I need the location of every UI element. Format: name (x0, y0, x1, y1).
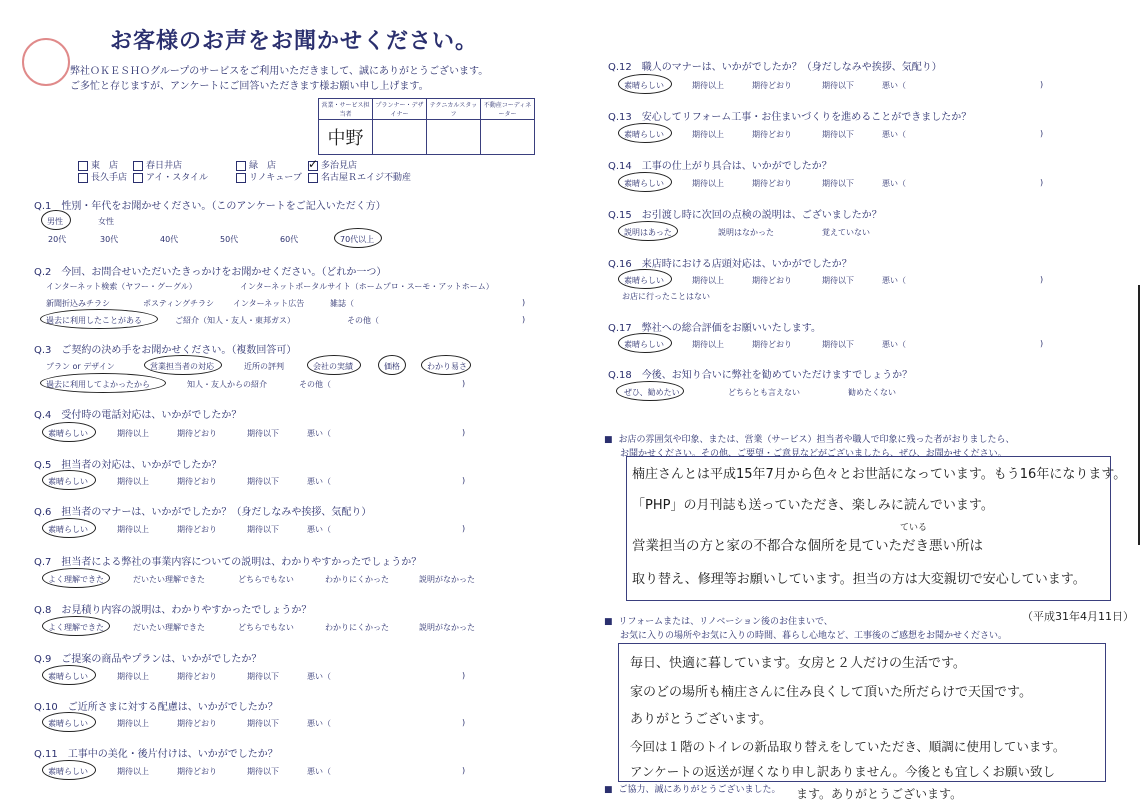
answer-option[interactable]: 悪い（ (882, 179, 906, 188)
question-5: Q.5 担当者の対応は、いかがでしたか？ (34, 460, 222, 471)
answer-option[interactable]: 期待どおり (752, 276, 792, 285)
answer-option[interactable]: 期待以下 (822, 340, 854, 349)
selection-circle (618, 172, 672, 192)
selection-circle (42, 712, 96, 732)
comment-2-label-line-2: お気に入りの場所やお気に入りの時間、暮らし心地など、工事後のご感想をお聞かせください。 (620, 631, 1008, 641)
store-option[interactable]: アイ・スタイル (133, 170, 208, 183)
selection-circle (42, 470, 96, 490)
paren-close: ) (462, 766, 466, 775)
answer-option[interactable]: 期待以下 (822, 179, 854, 188)
answer-option[interactable]: 期待どおり (177, 767, 217, 776)
selection-circle (42, 518, 96, 538)
answer-age[interactable]: 40代 (160, 235, 179, 244)
answer-option[interactable]: プラン or デザイン (46, 362, 115, 371)
handwritten-line: ます。ありがとうございます。 (796, 787, 963, 801)
answer-option[interactable]: だいたい理解できた (133, 623, 205, 632)
question-3: Q.3 ご契約の決め手をお聞かせください。（複数回答可） (34, 345, 297, 356)
comment-1-label-line-2: お聞かせください。その他、ご要望・ご意見などがございましたら、ぜひ、お聞かせください。 (620, 449, 1007, 459)
selection-circle (618, 74, 672, 94)
answer-option[interactable]: 期待どおり (177, 672, 217, 681)
answer-option[interactable]: 悪い（ (307, 429, 331, 438)
answer-option[interactable]: 期待どおり (177, 719, 217, 728)
answer-option[interactable]: 期待以上 (692, 81, 724, 90)
answer-option[interactable]: 素晴らしい (48, 767, 88, 776)
handwritten-line: 楠庄さんとは平成15年7月から色々とお世話になっています。もう16年になります。 (632, 467, 1127, 482)
checkbox-icon[interactable] (308, 173, 318, 183)
staff-header-realestate: 不動産コーディネーター (481, 99, 535, 120)
answer-female[interactable]: 女性 (98, 217, 114, 226)
staff-value-realestate[interactable] (481, 120, 535, 155)
question-4: Q.4 受付時の電話対応は、いかがでしたか？ (34, 410, 242, 421)
paren-close: ) (522, 315, 526, 324)
handwritten-line: 営業担当の方と家の不都合な個所を見ていただき悪い所は (632, 538, 983, 554)
answer-option[interactable]: 期待以下 (822, 130, 854, 139)
answer-option[interactable]: 説明はあった (624, 228, 672, 237)
answer-option[interactable]: 覚えていない (822, 228, 870, 237)
staff-table (318, 98, 535, 155)
answer-option[interactable]: 期待以下 (247, 477, 279, 486)
store-option[interactable]: 長久手店 (78, 170, 127, 183)
answer-option[interactable]: どちらでもない (238, 575, 294, 584)
footer-thanks: ■ ご協力、誠にありがとうございました。 (604, 782, 781, 795)
answer-option[interactable]: 悪い（ (882, 81, 906, 90)
handwritten-line: 取り替え、修理等お願いしています。担当の方は大変親切で安心しています。 (632, 572, 1086, 587)
handwritten-line: アンケートの返送が遅くなり申し訳ありません。今後とも宜しくお願い致し (630, 764, 1056, 779)
question-15: Q.15 お引渡し時に次回の点検の説明は、ございましたか？ (608, 210, 882, 221)
answer-option[interactable]: 悪い（ (307, 719, 331, 728)
comment-2-label-line-1: ■ リフォームまたは、リノベーション後のお住まいで、 (604, 614, 833, 627)
answer-option[interactable]: お店に行ったことはない (622, 292, 710, 301)
checkbox-icon[interactable] (78, 161, 88, 171)
answer-option[interactable]: 期待どおり (177, 429, 217, 438)
answer-option[interactable]: 過去に利用したことがある (46, 316, 142, 325)
paren-close: ) (522, 298, 526, 307)
answer-option[interactable]: 素晴らしい (48, 525, 88, 534)
answer-option[interactable]: 期待以上 (117, 429, 149, 438)
answer-option[interactable]: 期待どおり (752, 81, 792, 90)
selection-circle (42, 665, 96, 685)
answer-age[interactable]: 60代 (280, 235, 299, 244)
answer-option[interactable]: 悪い（ (882, 130, 906, 139)
answer-option[interactable]: 期待以上 (692, 340, 724, 349)
checkbox-icon[interactable] (236, 161, 246, 171)
checkbox-checked-icon[interactable]: ✓ (308, 156, 319, 171)
question-2: Q.2 今回、お問合せいただいたきっかけをお聞かせください。（どれか一つ） (34, 267, 387, 278)
answer-age[interactable]: 70代以上 (340, 235, 375, 244)
answer-option[interactable]: 説明はなかった (718, 228, 774, 237)
answer-option[interactable]: 期待以下 (247, 429, 279, 438)
checkbox-icon[interactable] (78, 173, 88, 183)
answer-option[interactable]: 悪い（ (307, 477, 331, 486)
staff-value-technical[interactable] (427, 120, 481, 155)
paren-close: ) (462, 476, 466, 485)
answer-option[interactable]: ぜひ、勧めたい (624, 388, 680, 397)
answer-option[interactable]: その他（ (299, 380, 331, 389)
paren-close: ) (1040, 129, 1044, 138)
answer-option[interactable]: よく理解できた (48, 575, 104, 584)
handwritten-line: 今回は１階のトイレの新品取り替えをしていただき、順調に使用しています。 (630, 739, 1066, 754)
answer-option[interactable]: 期待どおり (177, 525, 217, 534)
paren-close: ) (1040, 80, 1044, 89)
comment-1-label-line-1: ■ お店の雰囲気や印象、または、営業（サービス）担当者や職人で印象に残った者がおりましたら、 (604, 432, 1015, 445)
answer-option[interactable]: 期待以下 (822, 81, 854, 90)
question-8: Q.8 お見積り内容の説明は、わかりやすかったでしょうか？ (34, 605, 312, 616)
answer-option[interactable]: だいたい理解できた (133, 575, 205, 584)
answer-option[interactable]: インターネット検索（ヤフー・グーグル） (46, 282, 197, 291)
staff-header-sales: 営業・サービス担当者 (319, 99, 373, 120)
selection-circle (618, 123, 672, 143)
question-9: Q.9 ご提案の商品やプランは、いかがでしたか？ (34, 654, 262, 665)
selection-circle (307, 355, 361, 375)
answer-option[interactable]: ポスティングチラシ (143, 299, 215, 308)
intro-line-2: ご多忙と存じますが、アンケートにご回答いただきます様お願い申し上げます。 (70, 81, 429, 92)
question-12: Q.12 職人のマナーは、いかがでしたか？（身だしなみや挨拶、気配り） (608, 62, 942, 73)
selection-circle (616, 381, 684, 401)
selection-circle (618, 269, 672, 289)
selection-circle (42, 760, 96, 780)
answer-option[interactable]: 説明がなかった (419, 575, 475, 584)
handwritten-line: 「PHP」の月刊誌も送っていただき、楽しみに読んでいます。 (632, 498, 994, 513)
handwritten-line: 家のどの場所も楠庄さんに住み良くして頂いた所だらけで天国です。 (630, 685, 1032, 700)
staff-header-planner: プランナー・デザイナー (373, 99, 427, 120)
answer-option[interactable]: 過去に利用してよかったから (46, 380, 150, 389)
answer-option[interactable]: 期待どおり (177, 477, 217, 486)
answer-option[interactable]: 期待どおり (752, 130, 792, 139)
paren-close: ) (1040, 339, 1044, 348)
question-10: Q.10 ご近所さまに対する配慮は、いかがでしたか？ (34, 702, 278, 713)
store-option[interactable]: 春日井店 (133, 158, 182, 171)
answer-option[interactable]: 悪い（ (882, 276, 906, 285)
question-6: Q.6 担当者のマナーは、いかがでしたか？（身だしなみや挨拶、気配り） (34, 507, 372, 518)
staff-value-sales[interactable]: 中野 (319, 120, 373, 155)
answer-option[interactable]: 新聞折込みチラシ (46, 299, 110, 308)
answer-option[interactable]: 期待以上 (117, 719, 149, 728)
answer-option[interactable]: 素晴らしい (48, 672, 88, 681)
handwritten-line: ありがとうございます。 (630, 712, 772, 727)
answer-option[interactable]: インターネットポータルサイト（ホームプロ・スーモ・アットホーム） (240, 282, 494, 291)
answer-option[interactable]: ご紹介（知人・友人・東邦ガス） (175, 316, 295, 325)
answer-option[interactable]: 期待以下 (247, 767, 279, 776)
answer-male[interactable]: 男性 (47, 217, 63, 226)
selection-circle (40, 373, 166, 393)
selection-circle (40, 309, 158, 329)
answer-option[interactable]: どちらとも言えない (728, 388, 800, 397)
answer-option[interactable]: 悪い（ (307, 672, 331, 681)
intro-line-1: 弊社ＯＫＥＳＨＯグループのサービスをご利用いただきまして、誠にありがとうございます。 (70, 66, 489, 77)
answer-option[interactable]: 悪い（ (307, 767, 331, 776)
answer-option[interactable]: 価格 (384, 362, 400, 371)
handwritten-insert: ている (900, 523, 928, 533)
answer-option[interactable]: わかり易さ (427, 362, 467, 371)
answer-option[interactable]: 期待以上 (692, 179, 724, 188)
answer-option[interactable]: 期待以上 (692, 130, 724, 139)
answer-option[interactable]: 期待どおり (752, 340, 792, 349)
selection-circle (144, 355, 222, 375)
paren-close: ) (462, 428, 466, 437)
answer-option[interactable]: よく理解できた (48, 623, 104, 632)
paren-close: ) (462, 379, 466, 388)
answer-option[interactable]: 素晴らしい (624, 179, 664, 188)
staff-value-planner[interactable] (373, 120, 427, 155)
answer-option[interactable]: 期待以下 (822, 276, 854, 285)
answer-option[interactable]: 素晴らしい (624, 340, 664, 349)
store-option[interactable]: 名古屋Ｒエイジ不動産 (308, 170, 411, 183)
answer-age[interactable]: 30代 (100, 235, 119, 244)
selection-circle (421, 355, 471, 375)
paren-close: ) (462, 671, 466, 680)
selection-circle (378, 355, 406, 375)
answer-option[interactable]: わかりにくかった (325, 623, 389, 632)
handwritten-line: 毎日、快適に暮しています。女房と２人だけの生活です。 (630, 656, 966, 671)
question-1: Q.1 性別・年代をお聞かせください。（このアンケートをご記入いただく方） (34, 201, 386, 212)
answer-option[interactable]: 営業担当者の対応 (150, 362, 214, 371)
checkbox-icon[interactable] (236, 173, 246, 183)
answer-option[interactable]: 知人・友人からの紹介 (187, 380, 267, 389)
answer-option[interactable]: 近所の評判 (244, 362, 284, 371)
store-option[interactable]: 緑 店 (236, 158, 276, 171)
scan-edge-line (1138, 285, 1140, 545)
answer-age[interactable]: 20代 (48, 235, 67, 244)
answer-option[interactable]: 素晴らしい (48, 477, 88, 486)
question-17: Q.17 弊社への総合評価をお願いいたします。 (608, 323, 821, 334)
answer-option[interactable]: 期待以上 (117, 477, 149, 486)
answer-option[interactable]: 期待以下 (247, 719, 279, 728)
answer-option[interactable]: 期待以上 (117, 767, 149, 776)
staff-header-technical: テクニカルスタッフ (427, 99, 481, 120)
answer-option[interactable]: 会社の実績 (313, 362, 353, 371)
selection-circle (42, 422, 96, 442)
answer-option[interactable]: 期待以下 (247, 525, 279, 534)
answer-option[interactable]: 素晴らしい (624, 276, 664, 285)
answer-option[interactable]: 勧めたくない (848, 388, 896, 397)
answer-option[interactable]: 期待以下 (247, 672, 279, 681)
answer-option[interactable]: 期待以上 (117, 672, 149, 681)
answer-option[interactable]: 期待以上 (117, 525, 149, 534)
answer-option[interactable]: 悪い（ (307, 525, 331, 534)
page-title: お客様のお声をお聞かせください。 (110, 29, 479, 54)
answer-option[interactable]: 素晴らしい (624, 81, 664, 90)
selection-circle (42, 616, 110, 636)
answer-option[interactable]: 素晴らしい (48, 719, 88, 728)
handwritten-date: （平成31年4月11日） (1022, 610, 1134, 623)
answer-option[interactable]: 期待以上 (692, 276, 724, 285)
answer-option[interactable]: 期待どおり (752, 179, 792, 188)
paren-close: ) (1040, 275, 1044, 284)
store-option[interactable]: 東 店 (78, 158, 118, 171)
paren-close: ) (1040, 178, 1044, 187)
answer-option[interactable]: その他（ (347, 316, 379, 325)
store-option[interactable]: リノキューブ (236, 170, 302, 183)
selection-circle (618, 221, 678, 241)
question-14: Q.14 工事の仕上がり具合は、いかがでしたか？ (608, 161, 832, 172)
seal-stamp (22, 38, 70, 86)
answer-option[interactable]: どちらでもない (238, 623, 294, 632)
answer-option[interactable]: インターネット広告 (233, 299, 305, 308)
answer-age[interactable]: 50代 (220, 235, 239, 244)
selection-circle (41, 210, 71, 230)
answer-option[interactable]: 悪い（ (882, 340, 906, 349)
paren-close: ) (462, 718, 466, 727)
checkbox-icon[interactable] (133, 161, 143, 171)
selection-circle (618, 333, 672, 353)
question-7: Q.7 担当者による弊社の事業内容についての説明は、わかりやすかったでしょうか？ (34, 557, 422, 568)
question-13: Q.13 安心してリフォーム工事・お住まいづくりを進めることができましたか？ (608, 112, 972, 123)
selection-circle (334, 228, 382, 248)
store-option-checked[interactable]: ✓ 多治見店 (308, 156, 358, 171)
answer-option[interactable]: 素晴らしい (624, 130, 664, 139)
selection-circle (42, 568, 110, 588)
paren-close: ) (462, 524, 466, 533)
answer-option[interactable]: わかりにくかった (325, 575, 389, 584)
question-16: Q.16 来店時における店頭対応は、いかがでしたか？ (608, 259, 852, 270)
question-11: Q.11 工事中の美化・後片付けは、いかがでしたか？ (34, 749, 278, 760)
answer-option[interactable]: 雑誌（ (330, 299, 354, 308)
answer-option[interactable]: 説明がなかった (419, 623, 475, 632)
checkbox-icon[interactable] (133, 173, 143, 183)
answer-option[interactable]: 素晴らしい (48, 429, 88, 438)
question-18: Q.18 今後、お知り合いに弊社を勧めていただけますでしょうか？ (608, 370, 913, 381)
